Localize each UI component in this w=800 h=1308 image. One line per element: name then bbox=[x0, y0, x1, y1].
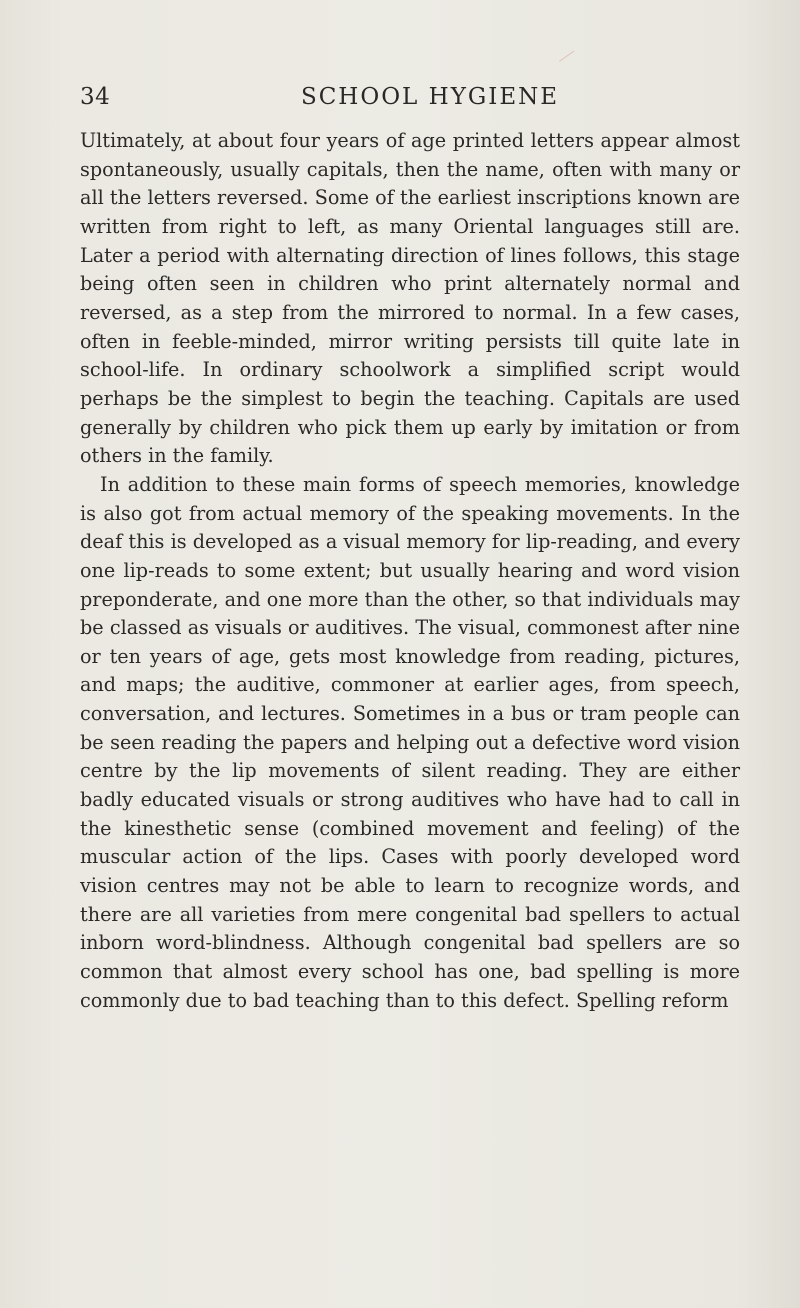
body-text bbox=[80, 127, 740, 1015]
page-header bbox=[80, 84, 740, 118]
paragraph-2: In addition to these main forms of speech memories, knowledge is also got from actual memory of the speaking movements. In the deaf this is developed as a visual memory for lip-reading, and every one lip-reads to some extent; but usually hearing and word vision preponderate, and one more than the other, so that individuals may be classed as visuals or auditives. The visual, commonest after nine or ten years of age, gets most knowledge from reading, pictures, and maps; the auditive, commoner at earlier ages, from speech, conversation, and lectures. Sometimes in a bus or tram people can be seen reading the papers and helping out a defective word vision centre by the lip movements of silent reading. They are either badly educated visuals or strong auditives who have had to call in the kinesthetic sense (combined movement and feeling) of the muscular action of the lips. Cases with poorly developed word vision centres may not be able to learn to recognize words, and there are all varieties from mere congenital bad spellers to actual inborn word-blindness. Although congenital bad spellers are so common that almost every school has one, bad spelling is more commonly due to bad teaching than to this defect. Spelling reform bbox=[80, 472, 740, 1012]
paragraph-1: Ultimately, at about four years of age printed letters appear almost spontaneously, usually capitals, then the name, often with many or all the letters reversed. Some of the earliest inscriptions known are written from right to left, as many Oriental languages still are. Later a period with alternating direction of lines follows, this stage being often seen in children who print alternately normal and reversed, as a step from the mirrored to normal. In a few cases, often in feeble-minded, mirror writing persists till quite late in school-life. In ordinary schoolwork a simplified script would perhaps be the simplest to begin the teaching. Capitals are used generally by children who pick them up early by imitation or from others in the family. bbox=[80, 129, 740, 468]
running-title: SCHOOL HYGIENE bbox=[300, 84, 560, 110]
ink-mark bbox=[559, 51, 579, 69]
page-number: 34 bbox=[80, 84, 111, 110]
